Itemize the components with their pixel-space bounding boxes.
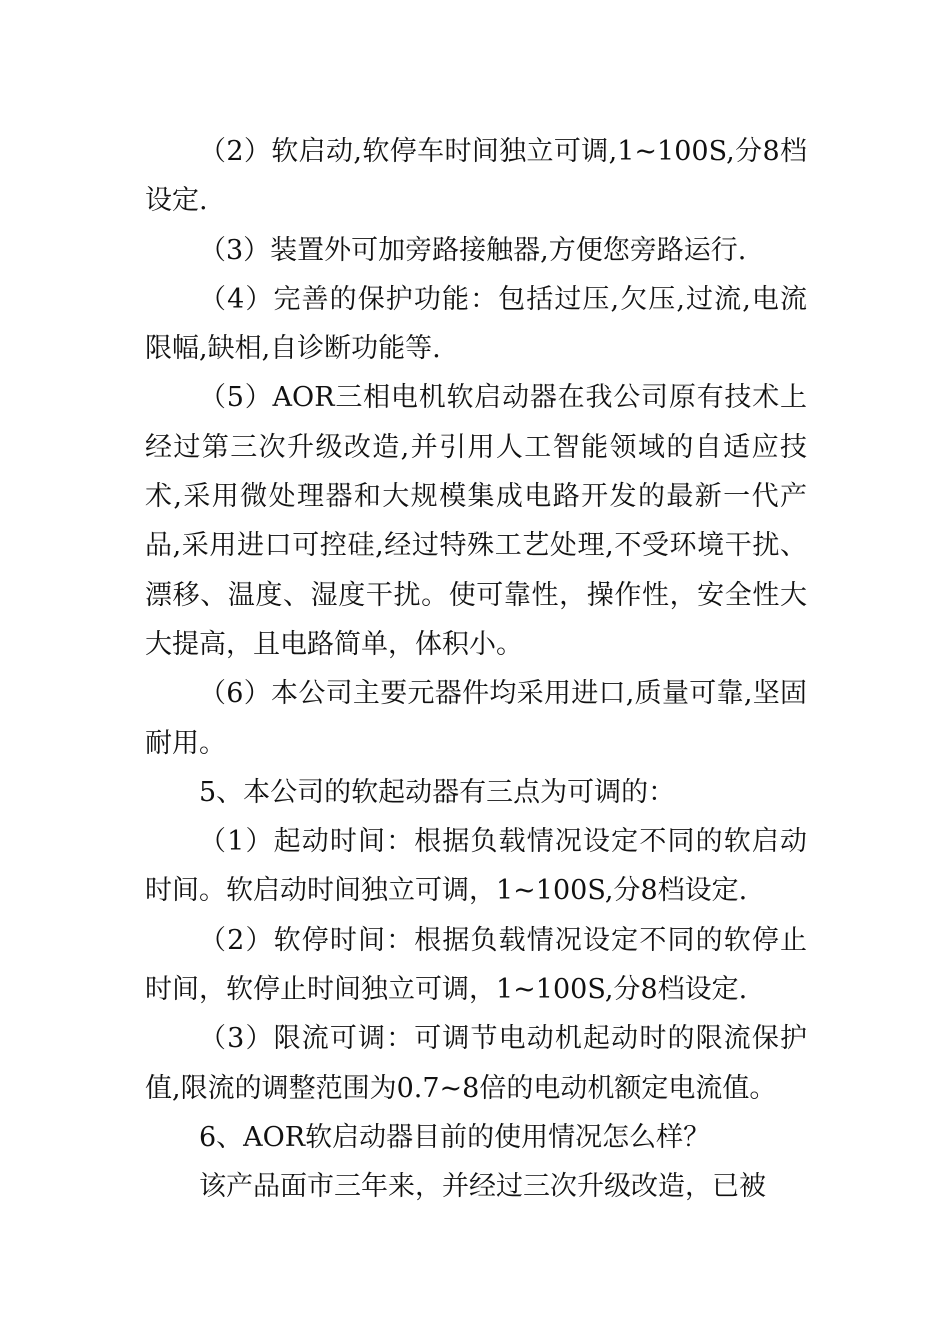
paragraph-item-4-protection: （4）完善的保护功能：包括过压,欠压,过流,电流限幅,缺相,自诊断功能等. (145, 283, 807, 365)
section-heading-5-adjustable: 5、本公司的软起动器有三点为可调的： (199, 776, 676, 808)
paragraph-item-6-components: （6）本公司主要元器件均采用进口,质量可靠,坚固耐用。 (145, 678, 807, 759)
paragraph-current-limit: （3）限流可调：可调节电动机起动时的限流保护值,限流的调整范围为0.7~8倍的电动机额定电流值。 (145, 1023, 807, 1104)
document-body (145, 127, 807, 1212)
paragraph-item-5-upgrade: （5）AOR三相电机软启动器在我公司原有技术上经过第三次升级改造,并引用人工智能领域的自适应技术,采用微处理器和大规模集成电路开发的最新一代产品,采用进口可控硅,经过特殊工艺处理,不受环境干扰、漂移、温度、湿度干扰。使可靠性，操作性，安全性大大提高，且电路简单，体积小。 (145, 382, 807, 660)
paragraph-item-3-bypass-contactor: （3）装置外可加旁路接触器,方便您旁路运行. (199, 234, 747, 266)
section-heading-6-usage: 6、AOR软启动器目前的使用情况怎么样？ (199, 1121, 711, 1153)
paragraph-stop-time: （2）软停时间：根据负载情况设定不同的软停止时间，软停止时间独立可调，1~100S,分8档设定. (145, 924, 807, 1006)
paragraph-start-time: （1）起动时间：根据负载情况设定不同的软启动时间。软启动时间独立可调，1~100S,分8档设定. (145, 826, 807, 907)
paragraph-usage-intro: 该产品面市三年来，并经过三次升级改造，已被 (199, 1171, 766, 1203)
paragraph-item-2-soft-start-stop: （2）软启动,软停车时间独立可调,1~100S,分8档设定. (145, 136, 807, 217)
